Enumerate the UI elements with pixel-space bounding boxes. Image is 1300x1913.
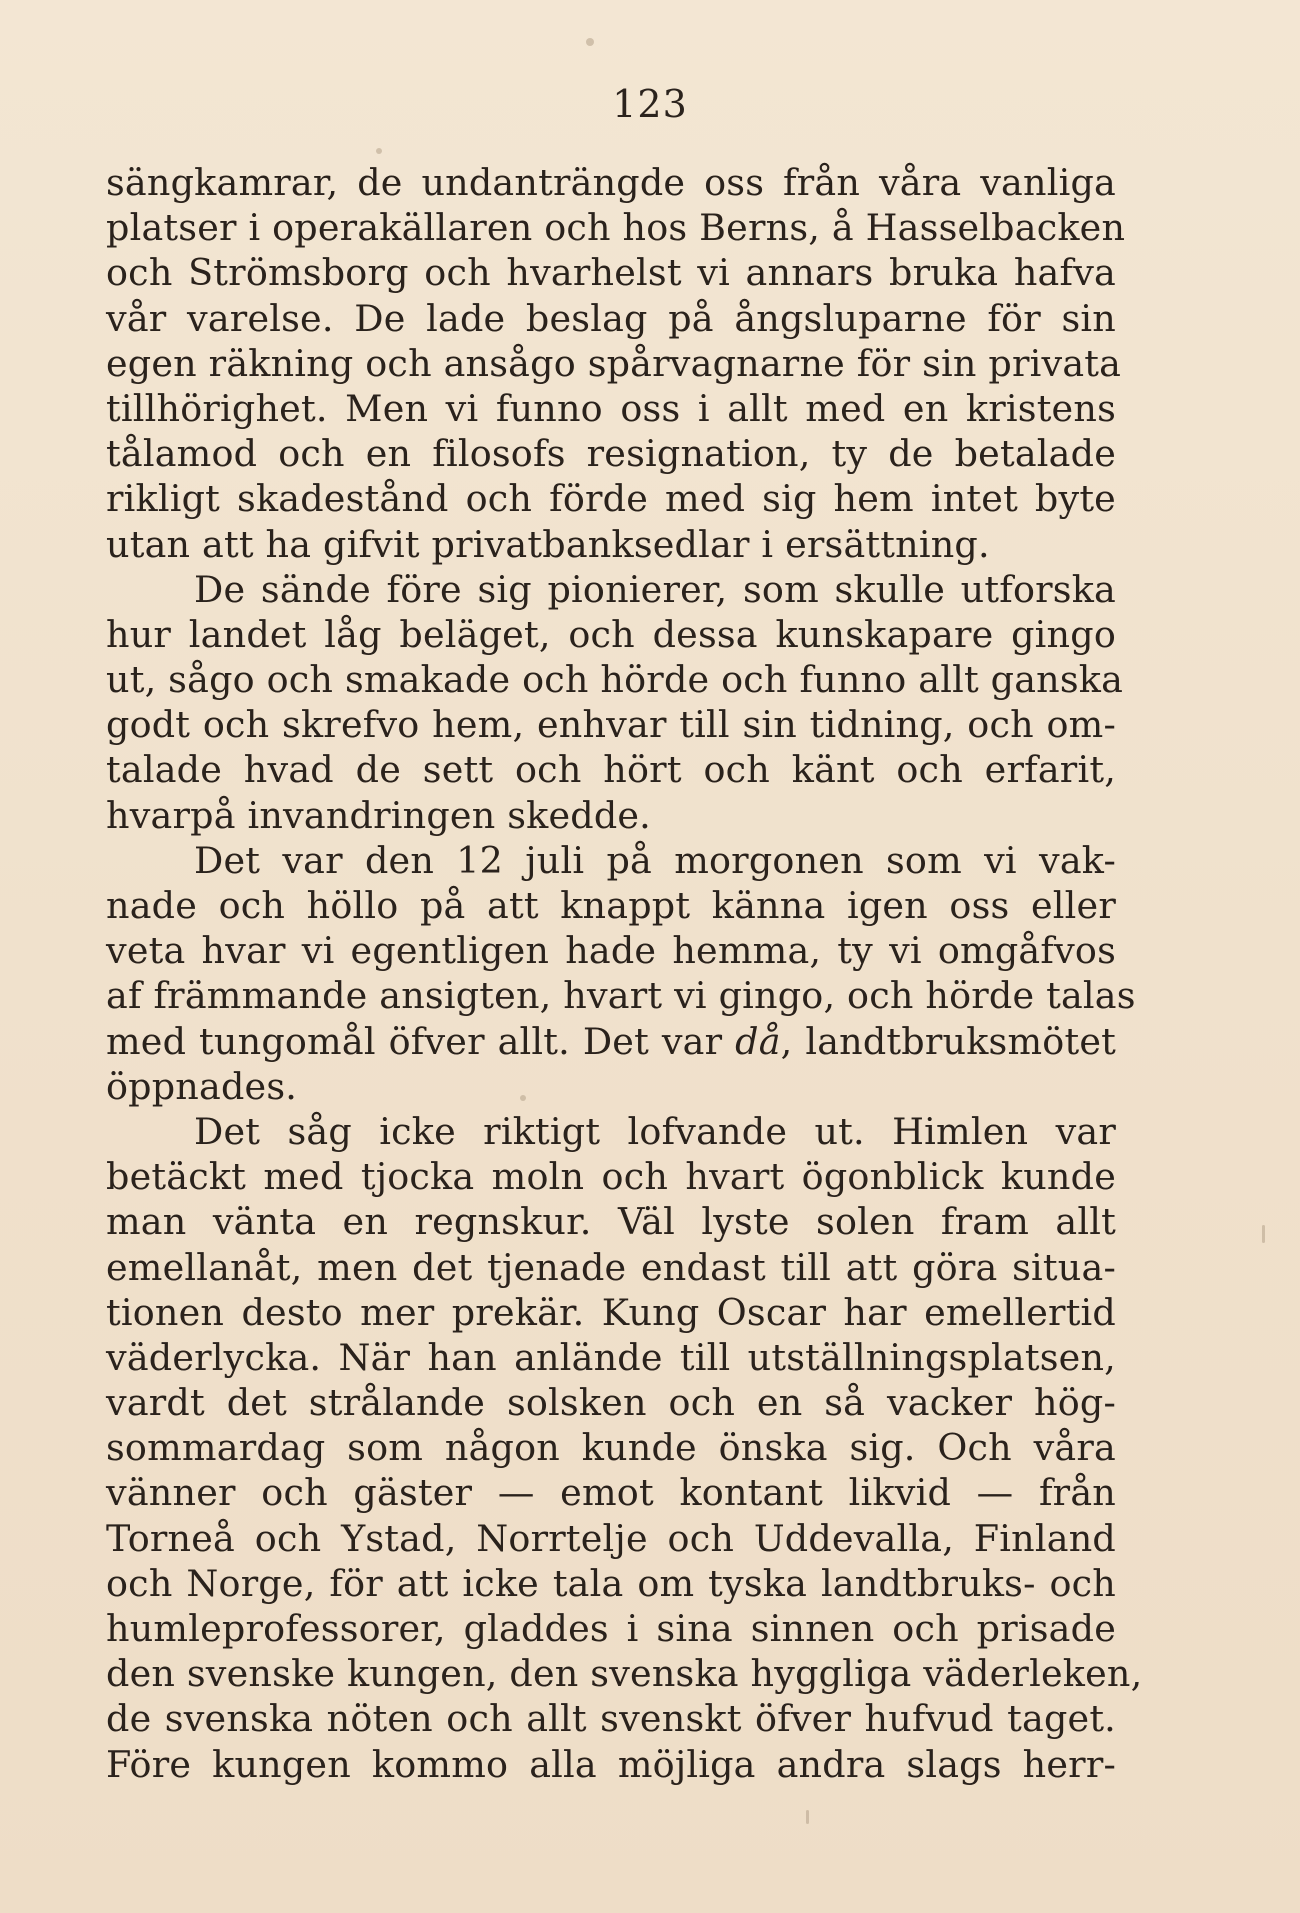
text-line: öppnades. xyxy=(106,1064,298,1108)
text-line: den svenske kungen, den svenska hyggliga väderleken, xyxy=(106,1652,1143,1696)
text-line: tålamod och en filosofs resignation, ty de betalade xyxy=(106,432,1116,476)
text-fragment: , landtbruksmötet xyxy=(780,1019,1116,1063)
text-line: hvarpå invandringen skedde. xyxy=(106,793,651,837)
text-line: utan att ha gifvit privatbanksedlar i ersättning. xyxy=(106,522,990,566)
text-line: tillhörighet. Men vi funno oss i allt med en kristens xyxy=(106,386,1116,430)
text-line: emellanåt, men det tjenade endast till att göra situa- xyxy=(106,1245,1116,1289)
text-line: humleprofessorer, gladdes i sina sinnen och prisade xyxy=(106,1607,1116,1650)
body-text xyxy=(106,160,1143,1787)
text-line: sommardag som någon kunde önska sig. Och våra xyxy=(106,1426,1116,1470)
ink-speck xyxy=(806,1810,809,1824)
text-line: nade och höllo på att knappt känna igen oss eller xyxy=(106,884,1116,927)
text-line: Det var den 12 juli på morgonen som vi vak- xyxy=(194,838,1116,882)
text-line: betäckt med tjocka moln och hvart ögonblick kunde xyxy=(106,1155,1116,1199)
text-line: vår varelse. De lade beslag på ångsluparne för sin xyxy=(106,296,1116,340)
text-line: ut, sågo och smakade och hörde och funno allt ganska xyxy=(106,658,1124,702)
text-line: de svenska nöten och allt svenskt öfver hufvud taget. xyxy=(106,1697,1116,1741)
emphasized-word: då xyxy=(735,1019,781,1063)
text-line: rikligt skadestånd och förde med sig hem intet byte xyxy=(106,477,1116,521)
text-line: tionen desto mer prekär. Kung Oscar har emellertid xyxy=(106,1290,1116,1334)
text-line: talade hvad de sett och hört och känt och erfarit, xyxy=(106,748,1116,792)
text-line-with-emphasis xyxy=(106,1019,1116,1064)
text-line: veta hvar vi egentligen hade hemma, ty vi omgåfvos xyxy=(106,929,1116,973)
text-line: Torneå och Ystad, Norrtelje och Uddevalla, Finland xyxy=(106,1516,1116,1560)
text-line: och Strömsborg och hvarhelst vi annars bruka hafva xyxy=(106,251,1116,295)
text-line: Före kungen kommo alla möjliga andra slags herr- xyxy=(106,1742,1116,1786)
text-line: vänner och gäster — emot kontant likvid — från xyxy=(106,1471,1116,1515)
text-line: egen räkning och ansågo spårvagnarne för sin privata xyxy=(106,341,1122,385)
text-line: man vänta en regnskur. Väl lyste solen fram allt xyxy=(106,1200,1116,1244)
text-line: vardt det strålande solsken och en så vacker hög- xyxy=(106,1381,1116,1425)
text-line: och Norge, för att icke tala om tyska landtbruks- och xyxy=(106,1561,1116,1605)
text-line: sängkamrar, de undanträngde oss från våra vanliga xyxy=(106,161,1116,204)
text-line: De sände före sig pionierer, som skulle utforska xyxy=(194,567,1116,611)
text-line: Det såg icke riktigt lofvande ut. Himlen var xyxy=(194,1109,1116,1153)
text-line: hur landet låg beläget, och dessa kunskapare gingo xyxy=(106,612,1116,656)
text-line: väderlycka. När han anlände till utställningsplatsen, xyxy=(106,1335,1116,1379)
text-line: af främmande ansigten, hvart vi gingo, och hörde talas xyxy=(106,974,1136,1018)
ink-speck xyxy=(376,148,382,154)
text-line: platser i operakällaren och hos Berns, å Hasselbacken xyxy=(106,206,1126,250)
ink-speck xyxy=(1262,1225,1265,1243)
page-number: 123 xyxy=(612,82,688,126)
text-fragment: med tungomål öfver allt. Det var xyxy=(106,1019,736,1063)
text-line: godt och skrefvo hem, enhvar till sin tidning, och om- xyxy=(106,703,1116,747)
ink-speck xyxy=(586,38,594,46)
